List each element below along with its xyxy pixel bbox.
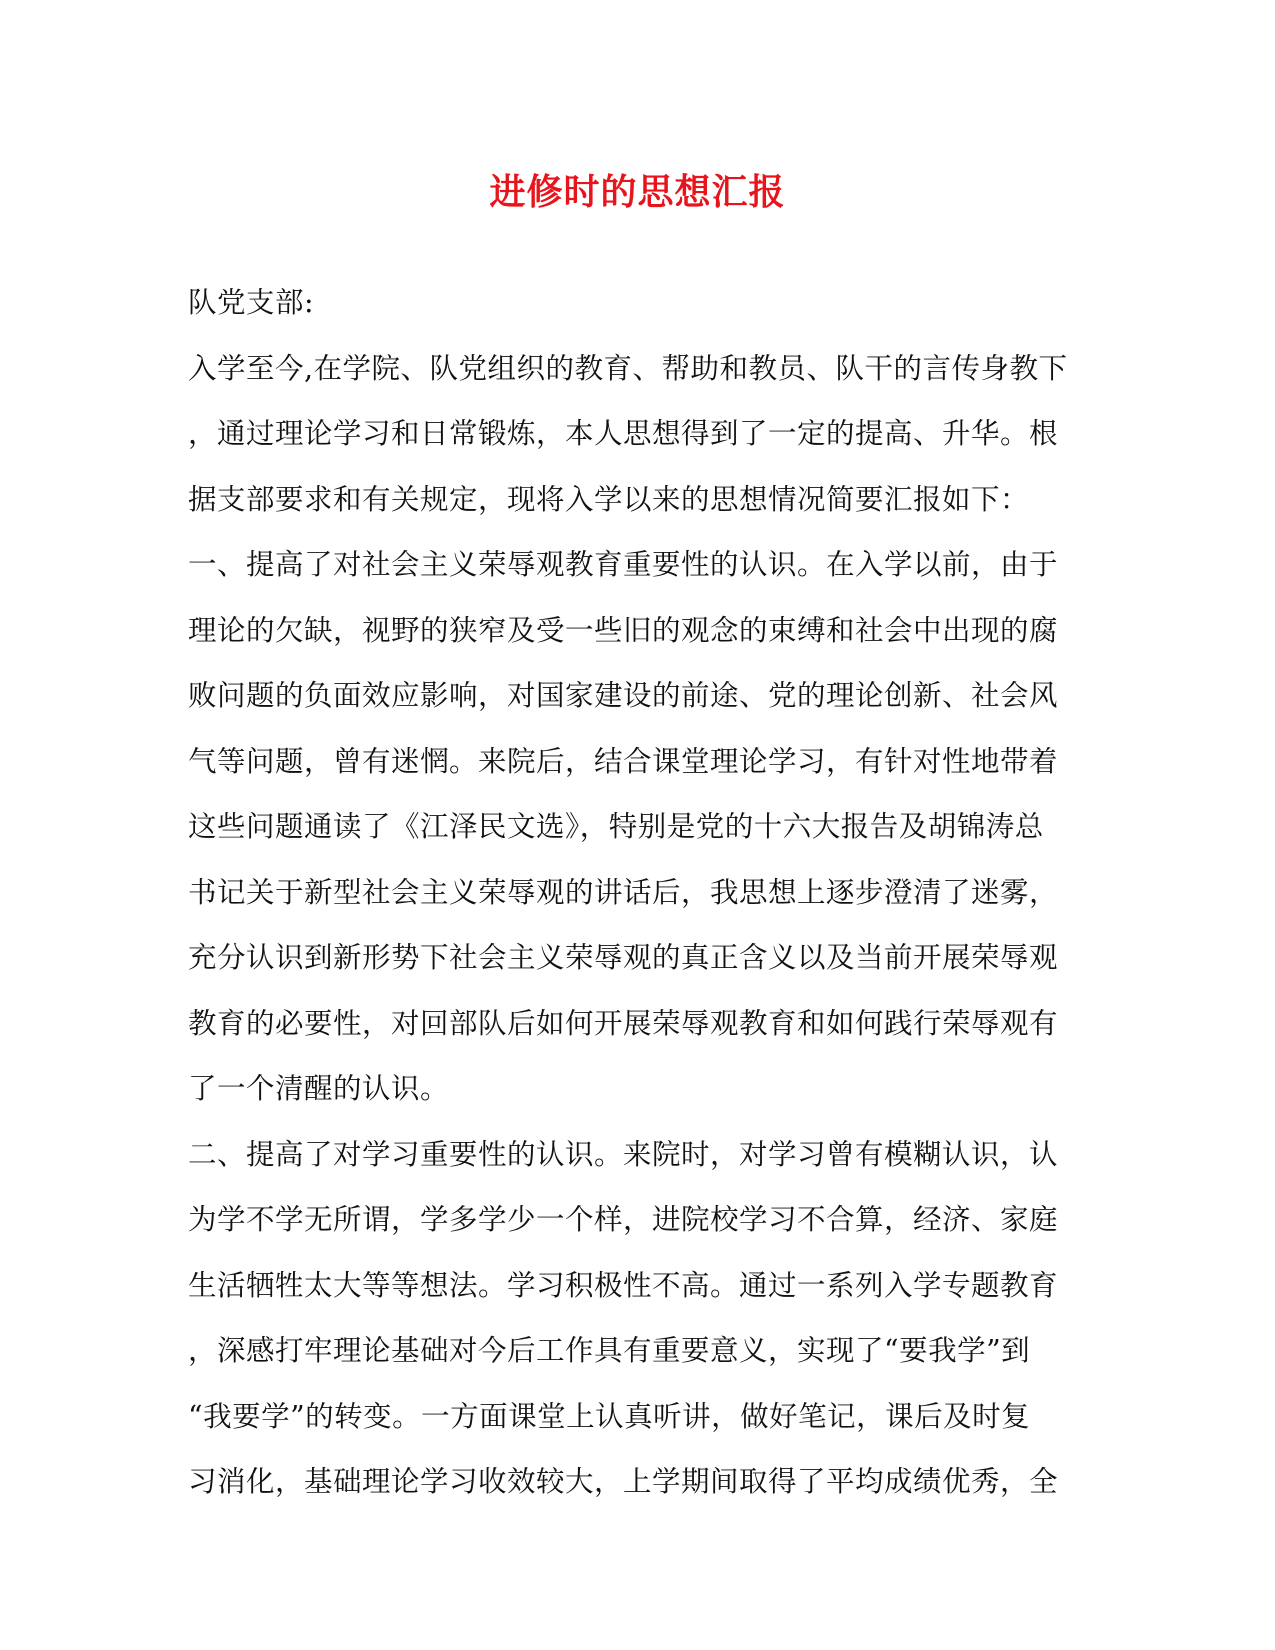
- body-line: 生活牺牲太大等等想法。学习积极性不高。通过一系列入学专题教育: [188, 1268, 1059, 1302]
- body-line: 充分认识到新形势下社会主义荣辱观的真正含义以及当前开展荣辱观: [188, 941, 1059, 974]
- body-line: 一、提高了对社会主义荣辱观教育重要性的认识。在入学以前，由于: [188, 548, 1059, 581]
- document-body: [188, 270, 1068, 1515]
- body-line: ，深感打牢理论基础对今后工作具有重要意义，实现了“要我学”到: [188, 1334, 1031, 1367]
- body-line: “我要学”的转变。一方面课堂上认真听讲，做好笔记，课后及时复: [188, 1399, 1031, 1433]
- body-line: 为学不学无所谓，学多学少一个样，进院校学习不合算，经济、家庭: [188, 1203, 1059, 1236]
- body-line: 败问题的负面效应影响，对国家建设的前途、党的理论创新、社会风: [188, 679, 1059, 712]
- salutation-line: 队党支部:: [188, 286, 315, 319]
- body-line: 这些问题通读了《江泽民文选》，特别是党的十六大报告及胡锦涛总: [188, 810, 1044, 843]
- body-line: 书记关于新型社会主义荣辱观的讲话后，我思想上逐步澄清了迷雾，: [188, 875, 1059, 909]
- body-line: 入学至今,在学院、队党组织的教育、帮助和教员、队干的言传身教下: [188, 351, 1068, 385]
- body-line: 气等问题，曾有迷惘。来院后，结合课堂理论学习，有针对性地带着: [188, 744, 1059, 778]
- body-line: 据支部要求和有关规定，现将入学以来的思想情况简要汇报如下：: [188, 482, 1030, 516]
- body-line: ，通过理论学习和日常锻炼，本人思想得到了一定的提高、升华。根: [188, 417, 1059, 450]
- body-line: 二、提高了对学习重要性的认识。来院时，对学习曾有模糊认识，认: [188, 1137, 1059, 1171]
- body-line: 了一个清醒的认识。: [188, 1072, 450, 1105]
- body-line: 习消化，基础理论学习收效较大，上学期间取得了平均成绩优秀，全: [188, 1465, 1059, 1498]
- document-title: 进修时的思想汇报: [489, 171, 786, 213]
- body-line: 理论的欠缺，视野的狭窄及受一些旧的观念的束缚和社会中出现的腐: [188, 613, 1059, 647]
- body-line: 教育的必要性，对回部队后如何开展荣辱观教育和如何践行荣辱观有: [188, 1006, 1059, 1040]
